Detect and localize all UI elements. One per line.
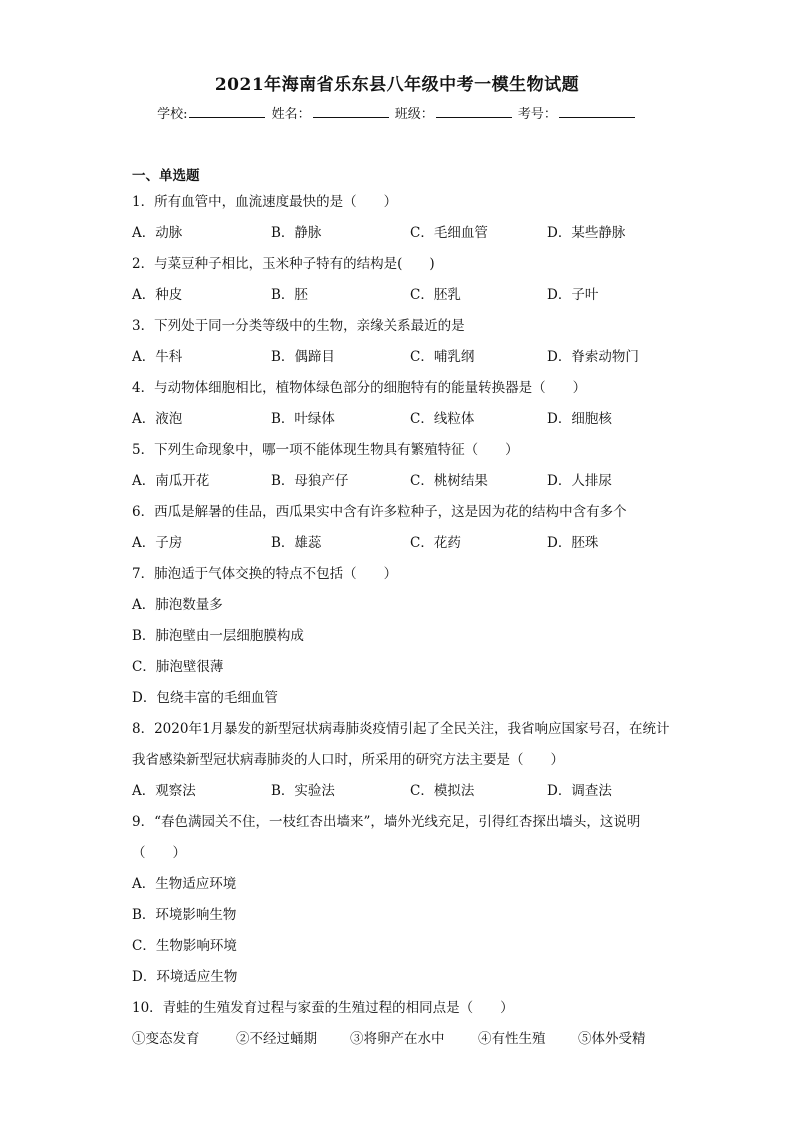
option-b: B．雄蕊 [271, 535, 322, 551]
option-1: ①变态发育 [132, 1031, 200, 1047]
option-3: ③将卵产在水中 [350, 1031, 445, 1047]
option-a: A．观察法 [132, 783, 196, 799]
exam-no-blank[interactable] [559, 105, 635, 118]
option-a: A．牛科 [132, 349, 183, 365]
question-3: 3．下列处于同一分类等级中的生物，亲缘关系最近的是 [132, 318, 465, 334]
option-d: D．胚珠 [547, 535, 599, 551]
option-c: C．桃树结果 [410, 473, 488, 489]
options-8 [132, 776, 672, 807]
option-a: A．液泡 [132, 411, 183, 427]
option-c: C．模拟法 [410, 783, 475, 799]
option-c: C．花药 [410, 535, 461, 551]
option-d: D．子叶 [547, 287, 599, 303]
question-1: 1．所有血管中，血流速度最快的是（ ） [132, 194, 398, 210]
class-label: 班级： [394, 107, 434, 122]
options-3 [132, 342, 672, 373]
question-8: 8．2020年1月暴发的新型冠状病毒肺炎疫情引起了全民关注，我省响应国家号召，在统计我省感染新型冠状病毒肺炎的人口时，所采用的研究方法主要是（ ） [132, 721, 670, 768]
option-a: A．动脉 [132, 225, 183, 241]
name-blank[interactable] [313, 105, 389, 118]
option-b: B．环境影响生物 [132, 907, 237, 923]
option-a: A．生物适应环境 [132, 876, 237, 892]
class-blank[interactable] [436, 105, 512, 118]
option-a: A．南瓜开花 [132, 473, 210, 489]
option-d: D．包绕丰富的毛细血管 [132, 690, 278, 706]
exam-no-label: 考号： [517, 107, 557, 122]
question-2: 2．与菜豆种子相比，玉米种子特有的结构是( ) [132, 256, 435, 272]
school-blank[interactable] [189, 105, 265, 118]
option-a: A．肺泡数量多 [132, 597, 223, 613]
options-6 [132, 528, 672, 559]
option-c: C．肺泡壁很薄 [132, 659, 224, 675]
option-5: ⑤体外受精 [578, 1031, 646, 1047]
option-b: B．肺泡壁由一层细胞膜构成 [132, 628, 304, 644]
option-b: B．胚 [271, 287, 308, 303]
options-10 [132, 1024, 672, 1055]
option-b: B．静脉 [271, 225, 322, 241]
option-4: ④有性生殖 [478, 1031, 546, 1047]
option-a: A．种皮 [132, 287, 183, 303]
options-5 [132, 466, 672, 497]
option-d: D．环境适应生物 [132, 969, 238, 985]
option-b: B．母狼产仔 [271, 473, 349, 489]
page-title: 2021年海南省乐东县八年级中考一模生物试题 [214, 75, 580, 95]
section-heading: 一、单选题 [132, 168, 200, 184]
option-c: C．胚乳 [410, 287, 461, 303]
question-list [132, 166, 672, 1055]
question-7: 7．肺泡适于气体交换的特点不包括（ ） [132, 566, 398, 582]
question-6: 6．西瓜是解暑的佳品，西瓜果实中含有许多粒种子，这是因为花的结构中含有多个 [132, 504, 627, 520]
options-2 [132, 280, 672, 311]
option-2: ②不经过蛹期 [236, 1031, 317, 1047]
option-b: B．实验法 [271, 783, 335, 799]
option-c: C．生物影响环境 [132, 938, 237, 954]
name-label: 姓名： [271, 107, 311, 122]
student-info-line [0, 103, 794, 122]
option-b: B．叶绿体 [271, 411, 335, 427]
option-c: C．线粒体 [410, 411, 475, 427]
option-d: D．某些静脉 [547, 225, 626, 241]
question-5: 5．下列生命现象中，哪一项不能体现生物具有繁殖特征（ ） [132, 442, 519, 458]
options-4 [132, 404, 672, 435]
question-10: 10．青蛙的生殖发育过程与家蚕的生殖过程的相同点是（ ） [132, 1000, 514, 1016]
option-c: C．哺乳纲 [410, 349, 475, 365]
school-label: 学校: [157, 107, 188, 122]
question-4: 4．与动物体细胞相比，植物体绿色部分的细胞特有的能量转换器是（ ） [132, 380, 587, 396]
question-9: 9．“春色满园关不住，一枝红杏出墙来”，墙外光线充足，引得红杏探出墙头，这说明（ ） [132, 814, 641, 861]
option-c: C．毛细血管 [410, 225, 488, 241]
option-d: D．细胞核 [547, 411, 612, 427]
option-b: B．偶蹄目 [271, 349, 335, 365]
option-d: D．调查法 [547, 783, 612, 799]
option-a: A．子房 [132, 535, 183, 551]
options-1 [132, 218, 672, 249]
option-d: D．人排尿 [547, 473, 612, 489]
option-d: D．脊索动物门 [547, 349, 639, 365]
